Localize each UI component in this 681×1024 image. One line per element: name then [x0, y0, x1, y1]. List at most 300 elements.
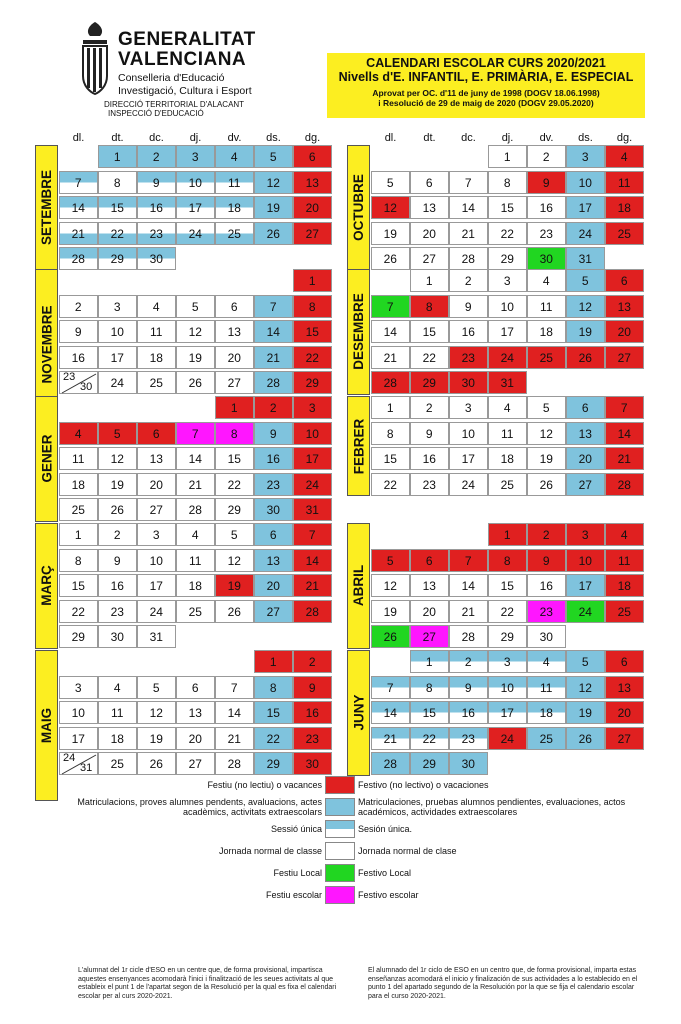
legend-label-es: Festivo escolar	[358, 890, 419, 900]
day-cell: 25	[137, 371, 176, 394]
day-cell: 24	[488, 346, 527, 369]
day-cell: 9	[449, 676, 488, 699]
day-cell: 28	[215, 752, 254, 775]
day-cell: 16	[59, 346, 98, 369]
day-cell: 25	[527, 727, 566, 750]
day-cell: 10	[176, 171, 215, 194]
day-cell: 23	[137, 222, 176, 245]
day-cell: 20	[566, 447, 605, 470]
weekday-label: dg.	[304, 132, 321, 144]
day-cell: 21	[605, 447, 644, 470]
day-cell: 25	[605, 222, 644, 245]
day-cell: 4	[215, 145, 254, 168]
weekday-label: dc.	[149, 132, 164, 144]
day-cell: 19	[176, 346, 215, 369]
day-cell: 25	[176, 600, 215, 623]
month-name: FEBRER	[351, 418, 367, 474]
day-cell: 17	[566, 574, 605, 597]
weekday-label: dv.	[539, 132, 554, 144]
day-cell: 10	[137, 549, 176, 572]
day-cell: 1	[410, 650, 449, 673]
day-cell: 12	[566, 295, 605, 318]
day-cell: 11	[137, 320, 176, 343]
day-cell: 18	[176, 574, 215, 597]
day-cell: 6	[137, 422, 176, 445]
month-label-desembre	[347, 269, 370, 395]
day-cell: 13	[293, 171, 332, 194]
month-label-abril	[347, 523, 370, 649]
day-cell: 29	[254, 752, 293, 775]
day-cell: 4	[605, 523, 644, 546]
day-cell: 27	[410, 625, 449, 648]
day-cell: 18	[527, 320, 566, 343]
day-cell: 24	[449, 473, 488, 496]
direction-line2: INSPECCIÓ D'EDUCACIÓ	[108, 109, 204, 118]
day-cell: 5	[176, 295, 215, 318]
day-cell: 11	[605, 171, 644, 194]
day-cell: 22	[293, 346, 332, 369]
day-cell: 6	[605, 650, 644, 673]
day-cell: 20	[410, 600, 449, 623]
day-cell: 27	[410, 247, 449, 270]
day-cell: 24	[176, 222, 215, 245]
day-cell: 8	[371, 422, 410, 445]
day-cell: 14	[449, 574, 488, 597]
day-cell: 26	[137, 752, 176, 775]
day-cell: 18	[605, 574, 644, 597]
day-cell: 15	[59, 574, 98, 597]
day-cell: 20	[293, 196, 332, 219]
day-cell: 28	[371, 371, 410, 394]
day-cell: 2	[98, 523, 137, 546]
legend-label-es: Sesión única.	[358, 824, 413, 834]
day-cell: 9	[449, 295, 488, 318]
dept-name-line2: Investigació, Cultura i Esport	[118, 85, 252, 97]
legend-label-ca: Jornada normal de classe	[218, 846, 322, 856]
day-cell: 25	[488, 473, 527, 496]
legend-swatch	[325, 820, 355, 838]
weekday-label: ds.	[266, 132, 281, 144]
day-cell: 5	[371, 549, 410, 572]
day-cell: 6	[176, 676, 215, 699]
day-cell: 5	[566, 269, 605, 292]
day-cell: 3	[293, 396, 332, 419]
day-cell: 27	[605, 727, 644, 750]
day-cell: 9	[59, 320, 98, 343]
day-cell: 7	[293, 523, 332, 546]
generalitat-logo-icon	[78, 20, 112, 100]
day-cell: 13	[254, 549, 293, 572]
day-cell: 22	[488, 600, 527, 623]
day-cell: 13	[605, 676, 644, 699]
day-cell: 28	[449, 247, 488, 270]
day-cell: 19	[527, 447, 566, 470]
day-cell: 15	[371, 447, 410, 470]
day-cell: 29	[215, 498, 254, 521]
day-cell: 18	[137, 346, 176, 369]
day-cell: 20	[137, 473, 176, 496]
day-cell: 21	[449, 222, 488, 245]
day-cell: 26	[566, 727, 605, 750]
day-cell: 29	[488, 247, 527, 270]
day-cell: 2	[410, 396, 449, 419]
day-cell: 1	[488, 523, 527, 546]
day-cell: 17	[137, 574, 176, 597]
day-cell: 8	[254, 676, 293, 699]
day-cell: 8	[215, 422, 254, 445]
day-cell: 21	[449, 600, 488, 623]
day-cell: 17	[566, 196, 605, 219]
day-cell: 1	[371, 396, 410, 419]
day-cell: 27	[254, 600, 293, 623]
day-cell: 24	[566, 222, 605, 245]
weekday-label: dj.	[189, 132, 202, 144]
day-cell: 5	[98, 422, 137, 445]
day-cell: 8	[410, 295, 449, 318]
day-cell: 15	[488, 196, 527, 219]
day-cell: 25	[527, 346, 566, 369]
day-cell: 9	[98, 549, 137, 572]
day-cell: 11	[488, 422, 527, 445]
day-cell: 28	[605, 473, 644, 496]
day-cell: 3	[488, 269, 527, 292]
day-cell: 30	[527, 625, 566, 648]
day-cell: 29	[98, 247, 137, 270]
month-name: MARÇ	[39, 565, 54, 606]
day-cell: 15	[410, 701, 449, 724]
month-name: OCTUBRE	[351, 174, 366, 242]
org-name-line2: VALENCIANA	[118, 49, 247, 70]
day-cell: 19	[98, 473, 137, 496]
day-cell: 22	[410, 346, 449, 369]
day-cell: 13	[137, 447, 176, 470]
day-cell: 28	[176, 498, 215, 521]
day-cell: 1	[254, 650, 293, 673]
day-cell: 24	[293, 473, 332, 496]
month-name: NOVEMBRE	[39, 305, 55, 384]
day-cell: 16	[293, 701, 332, 724]
day-cell: 19	[566, 320, 605, 343]
day-cell: 11	[215, 171, 254, 194]
day-cell: 31	[137, 625, 176, 648]
day-cell: 6	[293, 145, 332, 168]
day-cell: 17	[449, 447, 488, 470]
day-cell: 6	[215, 295, 254, 318]
day-cell: 11	[59, 447, 98, 470]
legend-label-ca: Festiu (no lectiu) o vacances	[207, 780, 322, 790]
day-cell: 13	[215, 320, 254, 343]
day-cell: 10	[59, 701, 98, 724]
day-cell: 3	[176, 145, 215, 168]
day-cell: 21	[254, 346, 293, 369]
day-cell: 27	[293, 222, 332, 245]
split-day-first: 23	[63, 371, 76, 383]
day-cell: 2	[254, 396, 293, 419]
legend-swatch	[325, 886, 355, 904]
legend-swatch	[325, 776, 355, 794]
day-cell: 9	[254, 422, 293, 445]
day-cell: 31	[293, 498, 332, 521]
day-cell: 15	[488, 574, 527, 597]
footer-note-right: El alumnado del 1r ciclo de ESO en un centro que, de forma provisional, imparta estas enseñanzas acomodará el inicio y finalización de sus actividades a lo establecido en el punto 1 del apartado segundo de la Resolución por la que se fija el calendario escolar para el curso 2020-2021.	[368, 967, 638, 1000]
day-cell: 6	[410, 549, 449, 572]
day-cell: 24	[98, 371, 137, 394]
day-cell: 26	[527, 473, 566, 496]
day-cell: 23	[293, 727, 332, 750]
day-cell: 23	[449, 346, 488, 369]
day-cell: 14	[254, 320, 293, 343]
month-label-maig	[35, 650, 58, 801]
legend-label-es: Festivo (no lectivo) o vacaciones	[358, 780, 489, 790]
split-day-second: 31	[80, 762, 93, 774]
day-cell: 22	[215, 473, 254, 496]
day-cell: 15	[293, 320, 332, 343]
weekday-label: dv.	[227, 132, 242, 144]
day-cell: 14	[215, 701, 254, 724]
weekday-label: dg.	[616, 132, 633, 144]
day-cell: 15	[215, 447, 254, 470]
day-cell: 14	[176, 447, 215, 470]
day-cell: 4	[527, 269, 566, 292]
day-cell: 29	[59, 625, 98, 648]
day-cell: 28	[371, 752, 410, 775]
weekday-label: dl.	[384, 132, 397, 144]
day-cell: 15	[410, 320, 449, 343]
day-cell: 17	[293, 447, 332, 470]
day-cell: 7	[176, 422, 215, 445]
month-label-febrer	[347, 396, 370, 496]
day-cell: 5	[527, 396, 566, 419]
day-cell: 1	[488, 145, 527, 168]
day-cell: 23	[449, 727, 488, 750]
day-cell: 24	[488, 727, 527, 750]
day-cell: 16	[410, 447, 449, 470]
day-cell: 6	[254, 523, 293, 546]
weekday-label: dc.	[461, 132, 476, 144]
day-cell: 20	[605, 701, 644, 724]
day-cell: 9	[137, 171, 176, 194]
day-cell: 22	[59, 600, 98, 623]
day-cell: 22	[371, 473, 410, 496]
day-cell: 14	[59, 196, 98, 219]
day-cell: 30	[293, 752, 332, 775]
day-cell: 8	[98, 171, 137, 194]
day-cell: 8	[488, 549, 527, 572]
day-cell: 24	[137, 600, 176, 623]
day-cell: 12	[371, 196, 410, 219]
day-cell: 28	[59, 247, 98, 270]
day-cell: 12	[176, 320, 215, 343]
day-cell: 10	[98, 320, 137, 343]
day-cell: 26	[371, 247, 410, 270]
day-cell: 12	[98, 447, 137, 470]
day-cell: 20	[254, 574, 293, 597]
day-cell: 3	[137, 523, 176, 546]
day-cell: 29	[410, 752, 449, 775]
month-label-març	[35, 523, 58, 649]
day-cell: 10	[566, 171, 605, 194]
day-cell: 6	[410, 171, 449, 194]
day-cell: 16	[527, 196, 566, 219]
day-cell: 20	[176, 727, 215, 750]
day-cell: 7	[605, 396, 644, 419]
day-cell: 30	[98, 625, 137, 648]
day-cell: 8	[410, 676, 449, 699]
day-cell: 23	[98, 600, 137, 623]
day-cell: 14	[293, 549, 332, 572]
day-cell: 16	[449, 320, 488, 343]
day-cell: 14	[449, 196, 488, 219]
day-cell: 4	[176, 523, 215, 546]
day-cell: 26	[566, 346, 605, 369]
day-cell: 18	[488, 447, 527, 470]
day-cell: 6	[566, 396, 605, 419]
day-cell: 19	[137, 727, 176, 750]
day-cell: 2	[293, 650, 332, 673]
day-cell: 12	[566, 676, 605, 699]
day-cell: 2	[527, 145, 566, 168]
direction-line1: DIRECCIÓ TERRITORIAL D'ALACANT	[104, 100, 245, 109]
day-cell: 21	[293, 574, 332, 597]
month-name: ABRIL	[351, 565, 366, 607]
day-cell: 26	[254, 222, 293, 245]
day-cell: 11	[98, 701, 137, 724]
day-cell: 6	[605, 269, 644, 292]
footer-note-left: L'alumnat del 1r cicle d'ESO en un centre que, de forma provisional, impartisca aquestes ensenyances acomodarà l'inici i finalització de les seues activitats al que estableix el punt 1 de l'apartat segon de la Resolució per la qual es fixa el calendari escolar per al curs 2020-2021.	[78, 967, 337, 1000]
title-line4: i Resolució de 29 de maig de 2020 (DOGV 29.05.2020)	[378, 98, 594, 108]
day-cell: 1	[215, 396, 254, 419]
day-cell: 1	[59, 523, 98, 546]
month-name: JUNY	[351, 694, 367, 731]
day-cell: 4	[527, 650, 566, 673]
day-cell: 3	[449, 396, 488, 419]
legend-swatch	[325, 864, 355, 882]
day-cell: 30	[527, 247, 566, 270]
legend-swatch	[325, 842, 355, 860]
day-cell: 23	[410, 473, 449, 496]
day-cell: 21	[59, 222, 98, 245]
day-cell: 16	[254, 447, 293, 470]
day-cell: 10	[449, 422, 488, 445]
day-cell: 19	[254, 196, 293, 219]
legend-label-ca: Matriculacions, proves alumnes pendents, avaluacions, actes acadèmics, activitats extraescolars	[77, 797, 322, 817]
day-cell: 30	[449, 752, 488, 775]
day-cell: 2	[137, 145, 176, 168]
day-cell: 4	[137, 295, 176, 318]
legend-label-ca: Festiu escolar	[265, 890, 322, 900]
legend-label-ca: Sessió única	[270, 824, 322, 834]
day-cell: 24	[566, 600, 605, 623]
day-cell: 3	[488, 650, 527, 673]
day-cell: 8	[293, 295, 332, 318]
day-cell: 10	[488, 295, 527, 318]
day-cell: 29	[293, 371, 332, 394]
day-cell: 13	[605, 295, 644, 318]
org-name-line1: GENERALITAT	[118, 29, 256, 50]
header-logo	[78, 16, 338, 126]
day-cell: 30	[137, 247, 176, 270]
day-cell: 18	[527, 701, 566, 724]
month-label-juny	[347, 650, 370, 776]
day-cell: 7	[215, 676, 254, 699]
day-cell: 25	[215, 222, 254, 245]
day-cell: 28	[293, 600, 332, 623]
day-cell: 17	[176, 196, 215, 219]
day-cell: 26	[176, 371, 215, 394]
month-name: MAIG	[39, 707, 54, 744]
day-cell: 22	[254, 727, 293, 750]
day-cell: 27	[566, 473, 605, 496]
day-cell: 25	[98, 752, 137, 775]
day-cell: 22	[410, 727, 449, 750]
day-cell: 17	[98, 346, 137, 369]
day-cell: 11	[605, 549, 644, 572]
title-line1: CALENDARI ESCOLAR CURS 2020/2021	[366, 56, 606, 70]
day-cell: 30	[254, 498, 293, 521]
day-cell: 19	[371, 222, 410, 245]
day-cell: 23	[527, 222, 566, 245]
month-label-octubre	[347, 145, 370, 271]
day-cell: 5	[215, 523, 254, 546]
day-cell: 23	[254, 473, 293, 496]
day-cell: 14	[371, 701, 410, 724]
day-cell: 14	[371, 320, 410, 343]
day-cell: 17	[488, 701, 527, 724]
day-cell: 25	[59, 498, 98, 521]
day-cell: 13	[176, 701, 215, 724]
day-cell: 21	[176, 473, 215, 496]
day-cell: 14	[605, 422, 644, 445]
legend-label-es: Jornada normal de clase	[358, 846, 457, 856]
day-cell: 12	[527, 422, 566, 445]
day-cell: 1	[98, 145, 137, 168]
day-cell: 27	[176, 752, 215, 775]
day-cell: 1	[410, 269, 449, 292]
split-day-second: 30	[80, 381, 93, 393]
day-cell: 9	[293, 676, 332, 699]
calendar-title-box	[327, 53, 645, 118]
day-cell: 7	[371, 676, 410, 699]
day-cell: 5	[566, 650, 605, 673]
day-cell: 17	[59, 727, 98, 750]
title-line2: Nivells d'E. INFANTIL, E. PRIMÀRIA, E. ESPECIAL	[338, 70, 634, 84]
weekday-label: dj.	[501, 132, 514, 144]
day-cell: 10	[566, 549, 605, 572]
day-cell: 16	[137, 196, 176, 219]
day-cell: 8	[59, 549, 98, 572]
day-cell: 16	[527, 574, 566, 597]
day-cell: 7	[449, 171, 488, 194]
day-cell: 12	[371, 574, 410, 597]
weekday-label: dt.	[111, 132, 124, 144]
day-cell: 18	[605, 196, 644, 219]
day-cell: 31	[488, 371, 527, 394]
day-cell: 20	[215, 346, 254, 369]
day-cell: 26	[371, 625, 410, 648]
day-cell: 12	[254, 171, 293, 194]
day-cell: 2	[449, 269, 488, 292]
day-cell: 15	[254, 701, 293, 724]
day-cell: 19	[566, 701, 605, 724]
day-cell: 4	[98, 676, 137, 699]
day-cell: 26	[215, 600, 254, 623]
day-cell: 13	[410, 574, 449, 597]
day-cell: 3	[59, 676, 98, 699]
day-cell: 19	[215, 574, 254, 597]
day-cell: 4	[605, 145, 644, 168]
weekday-label: dt.	[423, 132, 436, 144]
day-cell: 17	[488, 320, 527, 343]
